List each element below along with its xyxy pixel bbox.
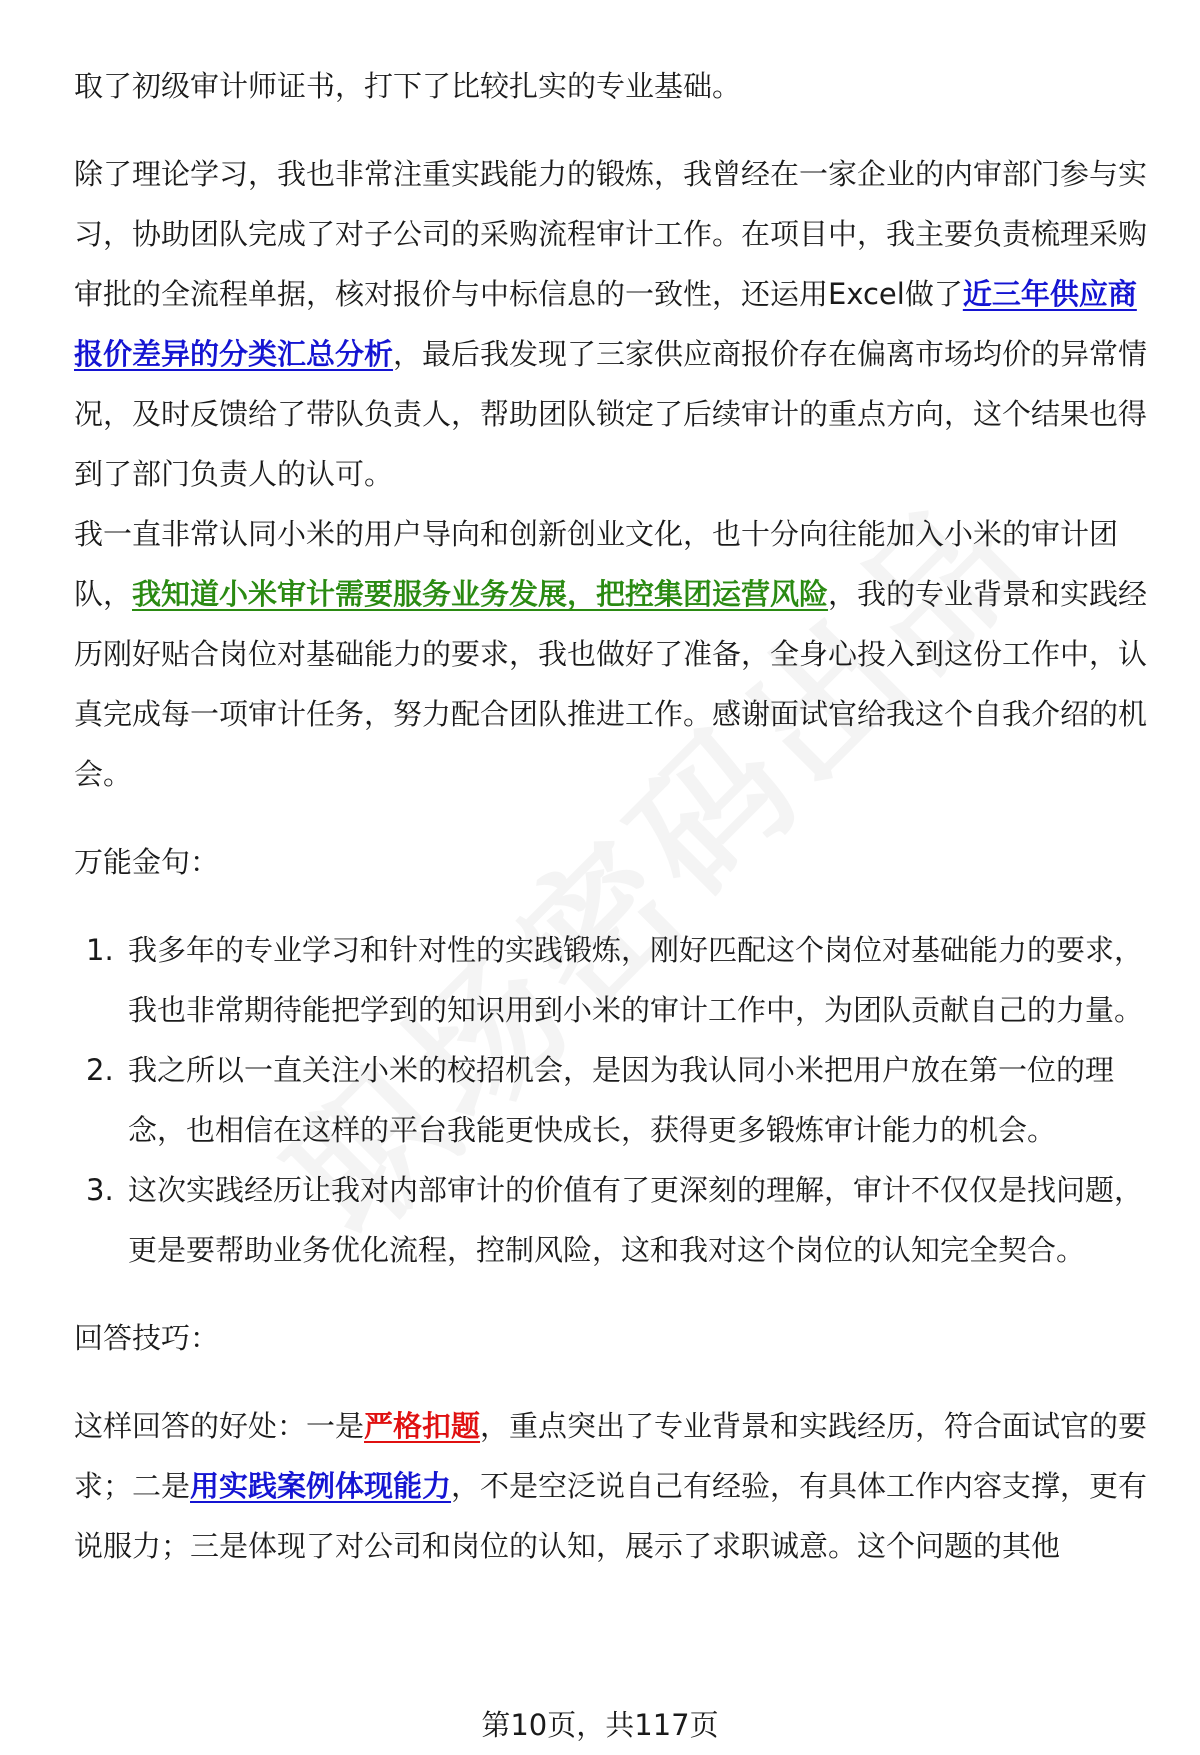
list-item-text: 我之所以一直关注小米的校招机会，是因为我认同小米把用户放在第一位的理念，也相信在这样的平台我能更快成长，获得更多锻炼审计能力的机会。 <box>128 1053 1115 1147</box>
practice-text-2: ，最后我发现了三家供应商报价存在偏离市场均价的异常情况，及时反馈给了带队负责人，帮助团队锁定了后续审计的重点方向，这个结果也得到了部门负责人的认可。 <box>74 337 1148 491</box>
tips-heading: 回答技巧： <box>74 1321 220 1355</box>
tips-highlight-2: 用实践案例体现能力 <box>190 1469 452 1503</box>
motivation-text-1: 我一直非常认同小米的用户导向和创新创业文化，也十分向往能加入小米的审计团队， <box>74 517 1119 611</box>
tips-text-2: ，重点突出了专业背景和实践经历，符合面试官的要求；二是 <box>74 1409 1148 1503</box>
tips-text-1: 这样回答的好处：一是 <box>74 1409 365 1443</box>
list-item <box>74 920 1159 1040</box>
list-item <box>74 1040 1159 1160</box>
list-item-number: 3. <box>86 1173 114 1207</box>
practice-highlight: 近三年供应商报价差异的分类汇总分析 <box>74 277 1137 371</box>
tips-highlight-1: 严格扣题 <box>364 1409 481 1443</box>
practice-text-1: 除了理论学习，我也非常注重实践能力的锻炼，我曾经在一家企业的内审部门参与实习，协助团队完成了对子公司的采购流程审计工作。在项目中，我主要负责梳理采购审批的全流程单据，核对报价与中标信息的一致性，还运用Excel做了 <box>74 157 1148 311</box>
tips-text-3: ，不是空泛说自己有经验，有具体工作内容支撑，更有说服力；三是体现了对公司和岗位的认知，展示了求职诚意。这个问题的其他 <box>74 1469 1148 1563</box>
golden-heading: 万能金句： <box>74 845 220 879</box>
motivation-text-2: ，我的专业背景和实践经历刚好贴合岗位对基础能力的要求，我也做好了准备，全身心投入到这份工作中，认真完成每一项审计任务，努力配合团队推进工作。感谢面试官给我这个自我介绍的机会。 <box>74 577 1148 791</box>
list-item-text: 这次实践经历让我对内部审计的价值有了更深刻的理解，审计不仅仅是找问题，更是要帮助业务优化流程，控制风险，这和我对这个岗位的认知完全契合。 <box>128 1173 1144 1267</box>
motivation-highlight: 我知道小米审计需要服务业务发展，把控集团运营风险 <box>132 577 829 611</box>
practice-paragraph <box>74 144 1159 504</box>
intro-tail-paragraph: 取了初级审计师证书，打下了比较扎实的专业基础。 <box>74 69 742 103</box>
page-footer: 第10页，共117页 <box>481 1708 719 1742</box>
motivation-paragraph <box>74 504 1159 804</box>
list-item-number: 2. <box>86 1053 114 1087</box>
page-content <box>74 56 1159 1576</box>
list-item-number: 1. <box>86 933 114 967</box>
list-item <box>74 1160 1159 1280</box>
list-item-text: 我多年的专业学习和针对性的实践锻炼，刚好匹配这个岗位对基础能力的要求，我也非常期待能把学到的知识用到小米的审计工作中，为团队贡献自己的力量。 <box>128 933 1144 1027</box>
golden-list <box>74 920 1159 1280</box>
tips-paragraph <box>74 1396 1159 1576</box>
